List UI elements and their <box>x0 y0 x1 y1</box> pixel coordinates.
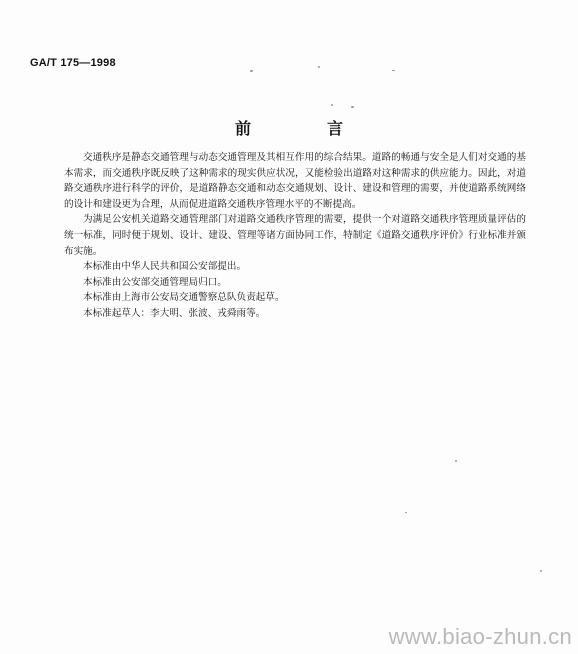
paragraph-6: 本标准起草人：李大明、张波、戎舜雨等。 <box>83 307 266 319</box>
scan-speck <box>455 460 457 462</box>
paragraph-2: 为满足公安机关道路交通管理部门对道路交通秩序管理的需要，提供一个对道路交通秩序管理质量评估的统一标准，同时便于规划、设计、建设、管理等诸方面协同工作，特制定《道路交通秩序评价》行业标准并颁布实施。 <box>64 214 526 257</box>
standard-code: GA/T 175—1998 <box>30 57 116 69</box>
paragraph-4: 本标准由公安部交通管理局归口。 <box>83 276 227 288</box>
paragraph-3: 本标准由中华人民共和国公安部提出。 <box>83 261 247 273</box>
scan-speck <box>392 70 395 71</box>
scan-speck <box>351 106 354 108</box>
preface-body <box>64 150 526 322</box>
paragraph-1: 交通秩序是静态交通管理与动态交通管理及其相互作用的综合结果。道路的畅通与安全是人们对交通的基本需求，而交通秩序既反映了这种需求的现实供应状况，又能检验出道路对这种需求的供应能力。因此，对道路交通秩序进行科学的评价，是道路静态交通和动态交通规划、设计、建设和管理的需要，并使道路系统网络的设计和建设更为合理，从而促进道路交通秩序管理水平的不断提高。 <box>64 152 526 210</box>
scan-speck <box>540 570 542 572</box>
site-watermark: www.biao-zhun.cn <box>388 624 572 649</box>
scan-speck <box>331 104 333 106</box>
scan-speck <box>405 512 407 513</box>
scan-speck <box>318 66 320 68</box>
scan-speck <box>250 70 253 72</box>
page-title: 前 言 <box>234 119 373 138</box>
paragraph-5: 本标准由上海市公安局交通警察总队负责起草。 <box>83 292 285 304</box>
